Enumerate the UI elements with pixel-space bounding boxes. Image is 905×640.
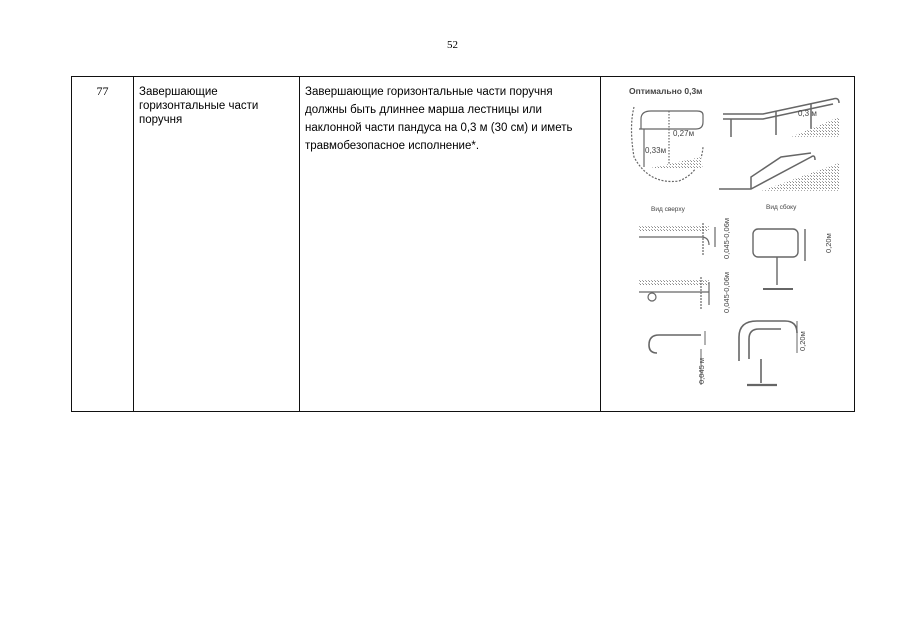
side-view-detail-1 [753, 229, 805, 289]
label-side-view: Вид сбоку [766, 204, 797, 211]
requirement-cell [300, 77, 601, 412]
top-view-detail-2 [639, 277, 709, 309]
label-033: 0,33м [645, 146, 667, 155]
label-top-view: Вид сверху [651, 206, 685, 213]
table-row [72, 77, 855, 412]
label-dim-3: 0,045-0,06м [722, 271, 731, 313]
u-bracket-detail [739, 321, 797, 385]
illustration-cell [601, 77, 855, 412]
label-dim-1: 0,045-0,06м [722, 217, 731, 259]
row-number-cell [72, 77, 134, 412]
top-view-detail-1 [639, 223, 715, 255]
label-dim-2: 0,20м [824, 233, 833, 253]
handrail-illustration [601, 77, 874, 411]
row-number: 77 [96, 84, 109, 98]
handrail-end-detail [632, 107, 704, 182]
label-027: 0,27м [673, 129, 695, 138]
label-dim-4: 0,045 м [697, 357, 706, 384]
label-optimal: Оптимально 0,3м [629, 86, 703, 96]
requirement-text: Завершающие горизонтальные части поручня должны быть длиннее марша лестницы или наклонной части пандуса на 0,3 м (30 см) и иметь травмобезопасное исполнение*. [305, 86, 573, 152]
page-number: 52 [447, 39, 458, 51]
element-name: Завершающие горизонтальные части поручня [139, 86, 259, 126]
stair-handrail-view [717, 99, 839, 192]
element-name-cell [134, 77, 300, 412]
requirements-table [71, 76, 855, 412]
label-03: 0,3 м [798, 109, 817, 118]
label-dim-5: 0,20м [798, 331, 807, 351]
